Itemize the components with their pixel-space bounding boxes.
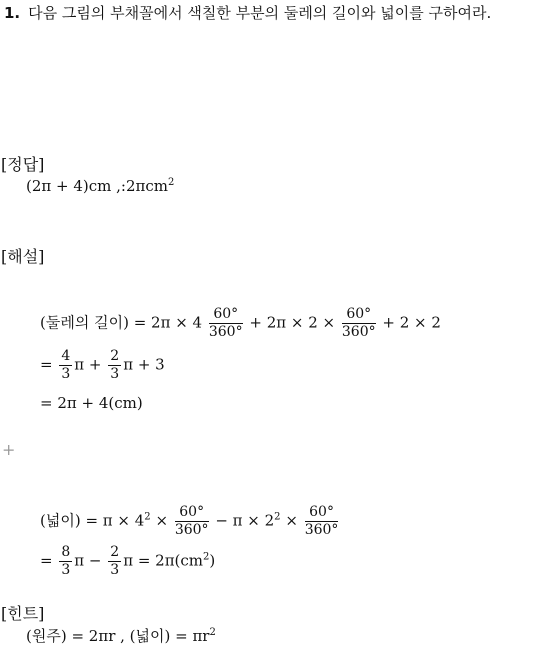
perimeter-line-3: = 2π + 4(cm) <box>40 394 143 412</box>
hint-text: (원주) = 2πr , (넓이) = $\pi r^2$ <box>26 627 216 645</box>
question <box>4 2 491 23</box>
answer-heading: [정답] <box>1 155 45 174</box>
fraction: $\frac{60^\circ}{360^\circ}$ <box>174 504 209 538</box>
fraction: $\frac{60^\circ}{360^\circ}$ <box>208 306 243 340</box>
plus-mark: + <box>2 440 16 459</box>
area-line-2: = $\frac{8}{3}$ π − $\frac{2}{3}$ $\pi = 2\pi(cm^2)$ <box>40 544 216 578</box>
fraction: $\frac{60^\circ}{360^\circ}$ <box>341 306 376 340</box>
perimeter-line-1: (둘레의 길이) = 2π × 4 $\frac{60^\circ}{360^\circ}$ + 2π × 2 × $\frac{60^\circ}{360^\circ}$ + 2 × 2 <box>40 306 441 340</box>
question-text: 다음 그림의 부채꼴에서 색칠한 부분의 둘레의 길이와 넓이를 구하여라. <box>28 4 492 22</box>
hint-heading: [힌트] <box>1 604 45 623</box>
fraction: $\frac{2}{3}$ <box>110 544 120 578</box>
area-line-1: (넓이) = $\pi \times 4^2$ × $\frac{60^\circ}{360^\circ}$ − $\pi \times 2^2$ × $\frac{60^\circ}{360^\circ}$ <box>40 504 339 538</box>
perimeter-line-2: = $\frac{4}{3}$ π + $\frac{2}{3}$ π + 3 <box>40 348 165 382</box>
explanation-heading: [해설] <box>1 247 45 266</box>
question-number: 1. <box>4 4 21 22</box>
answer-text: (2π + 4)cm ,:2πcm$^2$ <box>26 177 175 195</box>
fraction: $\frac{2}{3}$ <box>110 348 120 382</box>
fraction: $\frac{8}{3}$ <box>61 544 71 578</box>
fraction: $\frac{4}{3}$ <box>61 348 71 382</box>
fraction: $\frac{60^\circ}{360^\circ}$ <box>304 504 339 538</box>
